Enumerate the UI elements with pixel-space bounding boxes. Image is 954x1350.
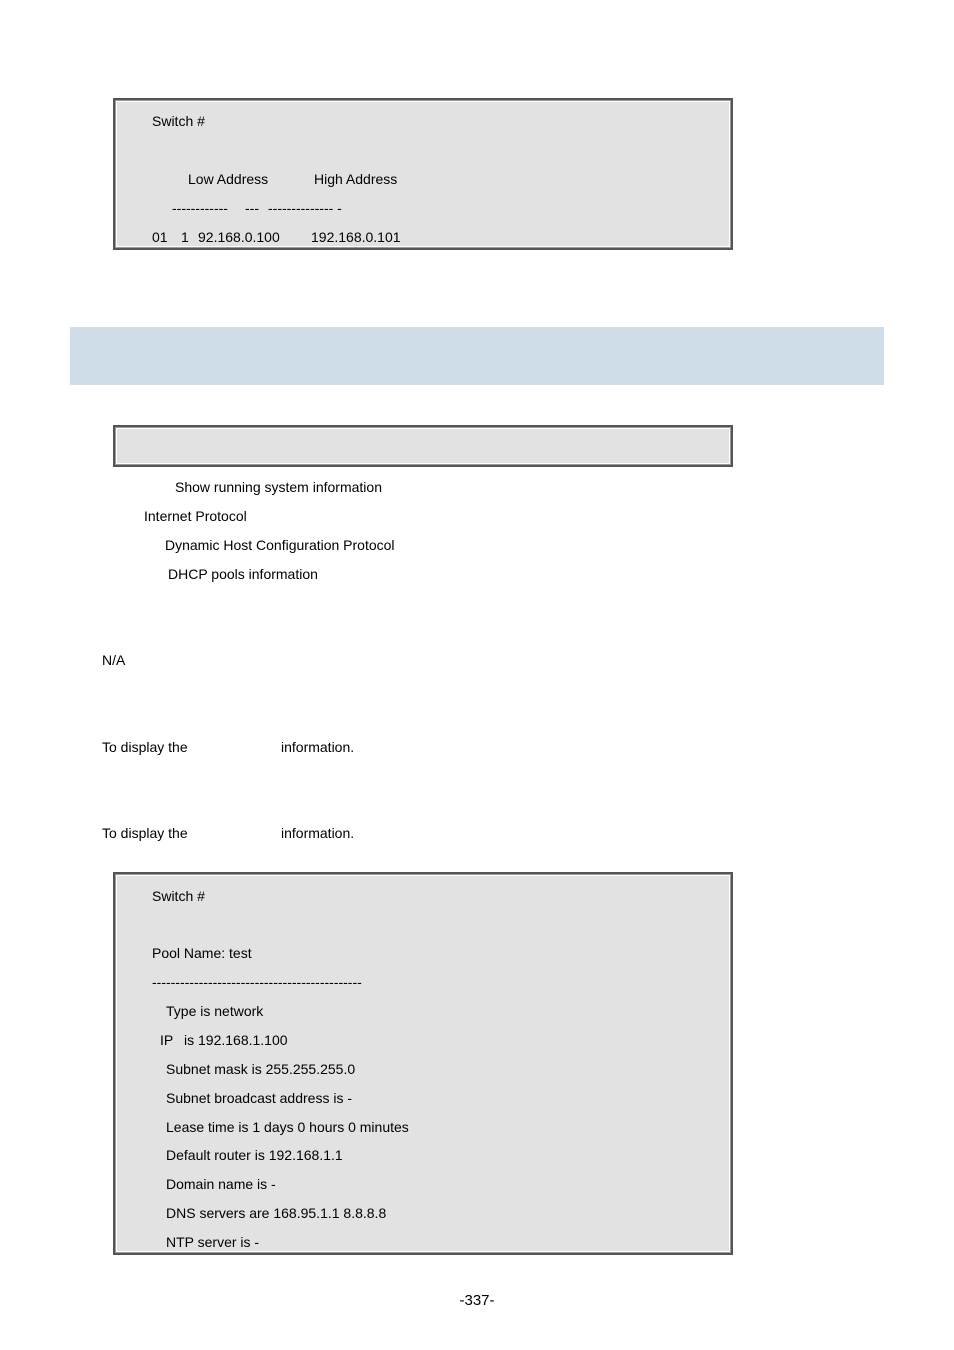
pool-name: Pool Name: test (152, 945, 252, 961)
table-cell-high-address: 192.168.0.101 (311, 229, 401, 245)
parameter-desc-running-config: Show running system information (175, 479, 382, 495)
section-heading-band (70, 327, 884, 385)
table-cell-num: 1 (181, 229, 189, 245)
pool-dns-servers: DNS servers are 168.95.1.1 8.8.8.8 (166, 1205, 387, 1221)
command-syntax-box (113, 425, 733, 467)
pool-ntp-server: NTP server is - (166, 1234, 260, 1250)
pool-subnet-mask: Subnet mask is 255.255.255.0 (166, 1061, 356, 1077)
parameter-desc-dhcp: Dynamic Host Configuration Protocol (165, 537, 395, 553)
cli-prompt: Switch # (152, 113, 205, 129)
pool-broadcast: Subnet broadcast address is - (166, 1090, 352, 1106)
example-text-left: To display the (102, 825, 188, 841)
parameter-desc-pool: DHCP pools information (168, 566, 318, 582)
usage-text-right: information. (281, 739, 355, 755)
pool-ip-label: IP (160, 1032, 174, 1048)
column-header-low-address: Low Address (188, 171, 269, 187)
pool-domain-name: Domain name is - (166, 1176, 276, 1192)
example-text-right: information. (281, 825, 355, 841)
default-value: N/A (102, 652, 126, 668)
table-separator: -------------- - (268, 200, 342, 216)
page-number: -337- (459, 1292, 495, 1309)
column-header-high-address: High Address (314, 171, 398, 187)
pool-lease-time: Lease time is 1 days 0 hours 0 minutes (166, 1119, 409, 1135)
cli-prompt: Switch # (152, 888, 205, 904)
table-cell-low-address: 92.168.0.100 (198, 229, 280, 245)
pool-ip-value: is 192.168.1.100 (184, 1032, 288, 1048)
pool-default-router: Default router is 192.168.1.1 (166, 1147, 343, 1163)
table-cell-id: 01 (152, 229, 168, 245)
pool-type: Type is network (166, 1003, 264, 1019)
usage-text-left: To display the (102, 739, 188, 755)
table-separator: ------------ (172, 200, 228, 216)
table-separator: --- (245, 200, 259, 216)
parameter-desc-ip: Internet Protocol (144, 508, 247, 524)
output-separator: --------------------------------------------- (152, 974, 362, 990)
